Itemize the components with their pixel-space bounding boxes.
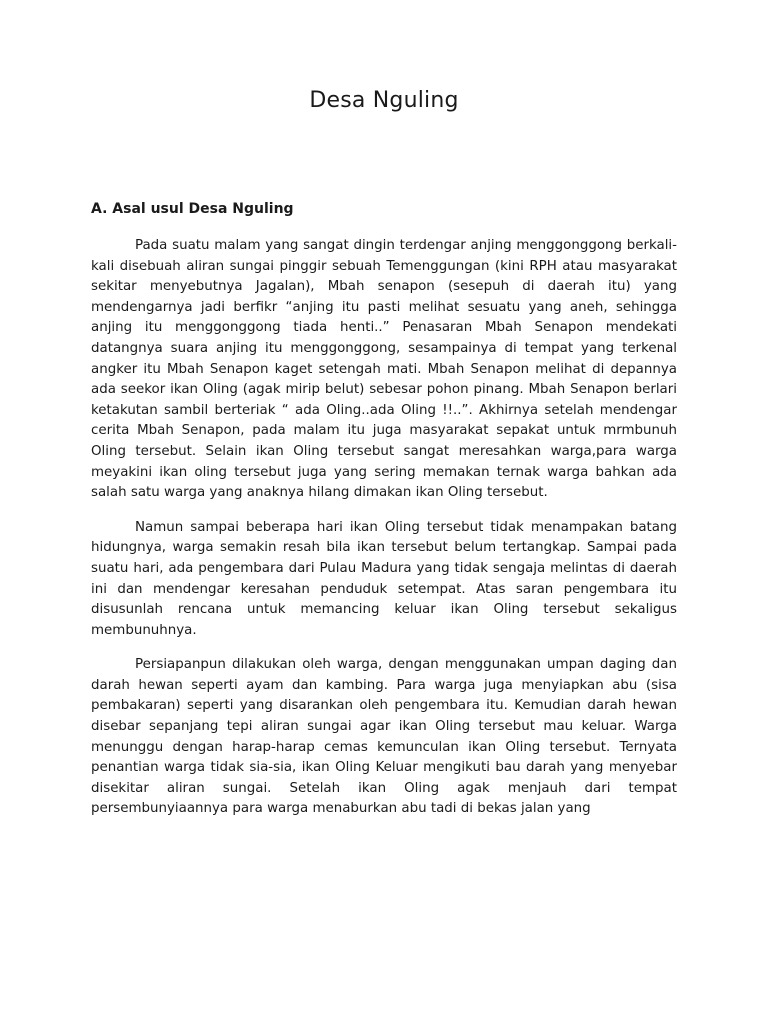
paragraph-2: Namun sampai beberapa hari ikan Oling tersebut tidak menampakan batang hidungnya, warga semakin resah bila ikan tersebut belum tertangkap. Sampai pada suatu hari, ada pengembara dari Pulau Madura yang tidak sengaja melintas di daerah ini dan mendengar keresahan penduduk setempat. Atas saran pengembara itu disusunlah rencana untuk memancing keluar ikan Oling tersebut sekaligus membunuhnya. — [91, 519, 677, 638]
paragraph-3: Persiapanpun dilakukan oleh warga, dengan menggunakan umpan daging dan darah hewan seperti ayam dan kambing. Para warga juga menyiapkan abu (sisa pembakaran) seperti yang disarankan oleh pengembara itu. Kemudian darah hewan disebar sepanjang tepi aliran sungai agar ikan Oling tersebut mau keluar. Warga menunggu dengan harap-harap cemas kemunculan ikan Oling tersebut. Ternyata penantian warga tidak sia-sia, ikan Oling Keluar mengikuti bau darah yang menyebar disekitar aliran sungai. Setelah ikan Oling agak menjauh dari tempat persembunyiaannya para warga menaburkan abu tadi di bekas jalan yang — [91, 657, 677, 817]
section-heading: A. Asal usul Desa Nguling — [91, 201, 294, 217]
document-title: Desa Nguling — [309, 88, 459, 113]
paragraph-1: Pada suatu malam yang sangat dingin terdengar anjing menggonggong berkali-kali disebuah aliran sungai pinggir sebuah Temenggungan (kini RPH atau masyarakat sekitar menyebutnya Jagalan), Mbah senapon (sesepuh di daerah itu) yang mendengarnya jadi berfikr “anjing itu pasti melihat sesuatu yang aneh, sehingga anjing itu menggonggong tiada henti..” Penasaran Mbah Senapon mendekati datangnya suara anjing itu menggonggong, sesampainya di tempat yang terkenal angker itu Mbah Senapon kaget setengah mati. Mbah Senapon melihat di depannya ada seekor ikan Oling (agak mirip belut) sebesar pohon pinang. Mbah Senapon berlari ketakutan sambil berteriak “ ada Oling..ada Oling !!..”. Akhirnya setelah mendengar cerita Mbah Senapon, pada malam itu juga masyarakat sepakat untuk mrmbunuh Oling tersebut. Selain ikan Oling tersebut sangat meresahkan warga,para warga meyakini ikan oling tersebut juga yang sering memakan ternak warga bahkan ada salah satu warga yang anaknya hilang dimakan ikan Oling tersebut. — [91, 238, 677, 501]
document-body — [91, 198, 677, 834]
